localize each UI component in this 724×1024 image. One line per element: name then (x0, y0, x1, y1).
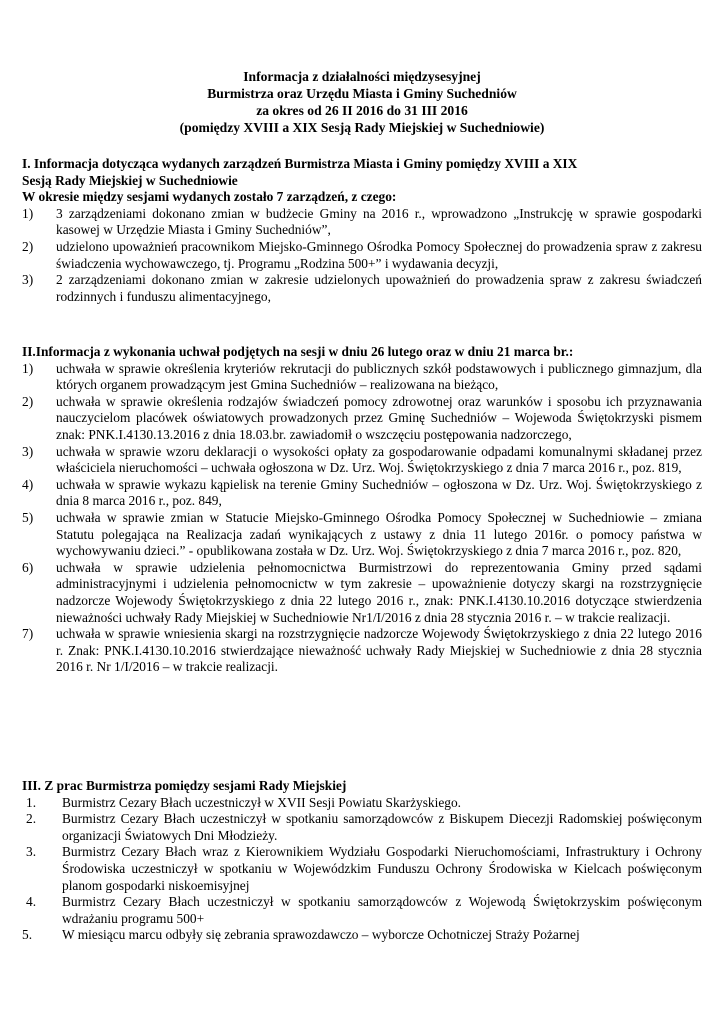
item-text: uchwała w sprawie określenia kryteriów rekrutacji do publicznych szkół podstawowych i publicznego gimnazjum, dla których organem prowadzącym jest Gmina Suchedniów – realizowana na bieżąco, (56, 360, 702, 393)
item-number (22, 894, 62, 927)
item-text: uchwała w sprawie wniesienia skargi na rozstrzygnięcie nadzorcze Wojewody Świętokrzyskiego z dnia 22 lutego 2016 r. Znak: PNK.I.4130.10.2016 stwierdzające nieważność uchwały Rady Miejskiej w Suchedniowie z dnia 28 stycznia 2016 r. Nr 1/I/2016 – w trakcie realizacji. (56, 626, 702, 675)
item-text: uchwała w sprawie wykazu kąpielisk na terenie Gminy Suchedniów – ogłoszona w Dz. Urz. Woj. Świętokrzyskiego z dnia 8 marca 2016 r., poz. 849, (56, 476, 702, 509)
section-1-heading-line-2: Sesją Rady Miejskiej w Suchedniowie (22, 172, 238, 188)
item-number-text: 2. (26, 811, 37, 827)
list-item (22, 811, 702, 844)
section-1-heading (22, 156, 702, 189)
item-number: 3) (22, 443, 34, 459)
list-item (22, 361, 702, 394)
list-item (22, 626, 702, 676)
item-number (22, 811, 62, 844)
item-number-text: 5. (22, 927, 33, 943)
item-number: 7) (22, 626, 34, 642)
item-number: 4) (22, 476, 34, 492)
item-number-text: 1. (26, 794, 37, 810)
list-item (22, 560, 702, 626)
list-item (22, 927, 702, 944)
item-number: 1) (22, 205, 34, 221)
list-item (22, 272, 702, 305)
list-item (22, 894, 702, 927)
item-text: Burmistrz Cezary Błach uczestniczył w spotkaniu samorządowców z Wojewodą Świętokrzyskim poświęconym wdrażaniu programu 500+ (62, 894, 702, 926)
item-number: 6) (22, 559, 34, 575)
section-2 (22, 344, 702, 676)
list-item (22, 206, 702, 239)
section-1 (22, 156, 702, 305)
title-line-2: Burmistrza oraz Urzędu Miasta i Gminy Suchedniów (207, 86, 517, 101)
item-number-text: 3. (26, 844, 37, 860)
item-text: uchwała w sprawie udzielenia pełnomocnictwa Burmistrzowi do reprezentowania Gminy przed sądami administracyjnymi i udzielenia pełnomocnictw w tym zakresie – upoważnienie dotyczy skargi na rozstrzygnięcie nadzorcze Wojewody Świętokrzyskiego z dnia 22 lutego 2016 r., znak: PNK.I.4130.10.2016 dotyczące stwierdzenia nieważności uchwały Rady Miejskiej w Suchedniowie Nr1/I/2016 z dnia 28 stycznia 2016 r. – w trakcie realizacji. (56, 559, 702, 625)
item-number: 5) (22, 509, 34, 525)
section-1-heading-line-1: I. Informacja dotycząca wydanych zarządzeń Burmistrza Miasta i Gminy pomiędzy XVIII a XIX (22, 156, 578, 171)
item-text: Burmistrz Cezary Błach uczestniczył w XVII Sesji Powiatu Skarżyskiego. (62, 794, 462, 810)
item-text: 3 zarządzeniami dokonano zmian w budżecie Gminy na 2016 r., wprowadzono „Instrukcję w sprawie gospodarki kasowej w Urzędzie Miasta i Gminy Suchedniów”, (56, 205, 702, 238)
item-text: uchwała w sprawie zmian w Statucie Miejsko-Gminnego Ośrodka Pomocy Społecznej w Suchedniowie – zmiana Statutu polegająca na Realizacja zadań wynikających z ustawy z dnia 11 lutego 2016r. o pomocy państwa w wychowywaniu dzieci.” - opublikowana została w Dz. Urz. Woj. Świętokrzyskiego z dnia 7 marca 2016 r., poz. 820, (56, 509, 702, 559)
item-text: udzielono upoważnień pracownikom Miejsko-Gminnego Ośrodka Pomocy Społecznej do prowadzenia spraw z zakresu świadczenia wychowawczego, tj. Programu „Rodzina 500+” i wydawania decyzji, (56, 238, 702, 271)
item-text: Burmistrz Cezary Błach wraz z Kierownikiem Wydziału Gospodarki Nieruchomościami, Infrastruktury i Ochrony Środowiska uczestniczył w spotkaniu w Wojewódzkim Funduszu Ochrony Środowiska w Kielcach poświęconym planom gospodarki niskoemisyjnej (62, 844, 702, 893)
title-line-4: (pomiędzy XVIII a XIX Sesją Rady Miejskiej w Suchedniowie) (179, 120, 545, 135)
item-text: uchwała w sprawie określenia rodzajów świadczeń pomocy zdrowotnej oraz warunków i sposobu ich przyznawania nauczycielom placówek oświatowych prowadzonych przez Gminę Suchedniów – Wojewoda Świętokrzyski pismem znak: PNK.I.4130.13.2016 z dnia 18.03.br. zawiadomił o wszczęciu postępowania nadzorczego, (56, 393, 702, 442)
item-text: 2 zarządzeniami dokonano zmian w zakresie udzielonych upoważnień do prowadzenia spraw z zakresu świadczeń rodzinnych i funduszu alimentacyjnego, (56, 272, 702, 304)
item-text: Burmistrz Cezary Błach uczestniczył w spotkaniu samorządowców z Biskupem Diecezji Radomskiej poświęconym organizacji Światowych Dni Młodzieży. (62, 811, 702, 843)
title-line-3: za okres od 26 II 2016 do 31 III 2016 (256, 103, 468, 118)
section-2-heading: II.Informacja z wykonania uchwał podjętych na sesji w dniu 26 lutego oraz w dniu 21 marca br.: (22, 344, 574, 359)
item-number: 3) (22, 272, 34, 288)
list-item (22, 510, 702, 560)
section-3-heading: III. Z prac Burmistrza pomiędzy sesjami Rady Miejskiej (22, 778, 347, 793)
section-3 (22, 778, 702, 944)
list-item (22, 795, 702, 812)
item-text: uchwała w sprawie wzoru deklaracji o wysokości opłaty za gospodarowanie odpadami komunalnymi składanej przez właściciela nieruchomości – uchwała ogłoszona w Dz. Urz. Woj. Świętokrzyskiego z dnia 7 marca 2016 r., poz. 819, (56, 443, 702, 476)
title-line-1: Informacja z działalności międzysesyjnej (243, 69, 481, 84)
item-number (22, 844, 62, 894)
list-item (22, 394, 702, 444)
list-item (22, 444, 702, 477)
document-title (60, 68, 664, 136)
item-number (22, 795, 62, 812)
item-number (22, 927, 62, 944)
item-text: W miesiącu marcu odbyły się zebrania sprawozdawczo – wyborcze Ochotniczej Straży Pożarnej (62, 927, 580, 943)
list-item (22, 239, 702, 272)
list-item (22, 844, 702, 894)
list-item (22, 477, 702, 510)
section-1-intro: W okresie między sesjami wydanych zostało 7 zarządzeń, z czego: (22, 189, 397, 205)
item-number-text: 4. (26, 894, 37, 910)
item-number: 2) (22, 393, 34, 409)
item-number: 2) (22, 238, 34, 254)
item-number: 1) (22, 360, 34, 376)
